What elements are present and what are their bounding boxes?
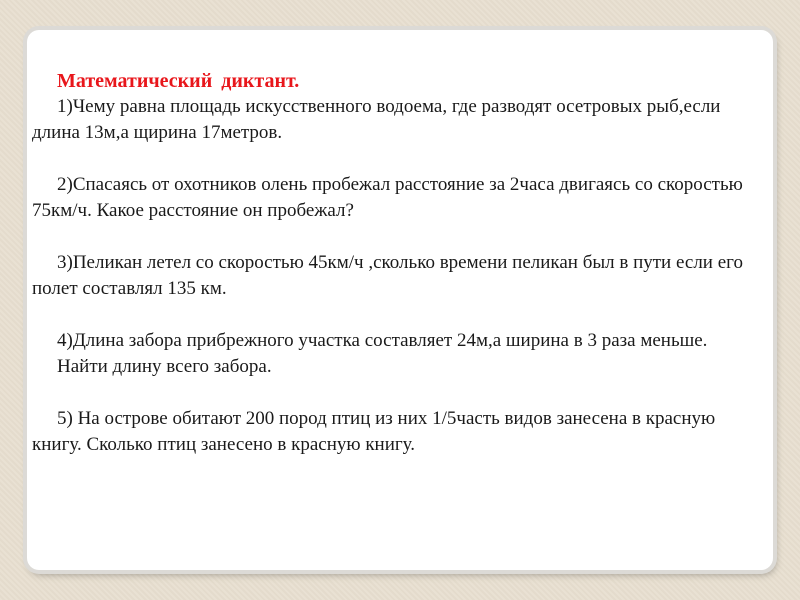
- spacer: [32, 146, 745, 172]
- problem-2: 2)Спасаясь от охотников олень пробежал расстояние за 2часа двигаясь со скоростью 75км/ч. Какое расстояние он пробежал?: [32, 174, 743, 221]
- problem-4-question: Найти длину всего забора.: [57, 356, 272, 377]
- spacer: [32, 224, 745, 250]
- problem-1: 1)Чему равна площадь искусственного водоема, где разводят осетровых рыб,если длина 13м,а щирина 17метров.: [32, 96, 721, 143]
- slide-title: Математический диктант.: [57, 70, 300, 92]
- problem-4: 4)Длина забора прибрежного участка составляет 24м,а ширина в 3 раза меньше.: [57, 330, 708, 351]
- spacer: [32, 380, 745, 406]
- problem-3: 3)Пеликан летел со скоростью 45км/ч ,сколько времени пеликан был в пути если его полет составлял 135 км.: [32, 252, 743, 299]
- slide-panel: [27, 30, 773, 570]
- spacer: [32, 302, 745, 328]
- problem-5: 5) На острове обитают 200 пород птиц из них 1/5часть видов занесена в красную книгу. Сколько птиц занесено в красную книгу.: [32, 408, 716, 455]
